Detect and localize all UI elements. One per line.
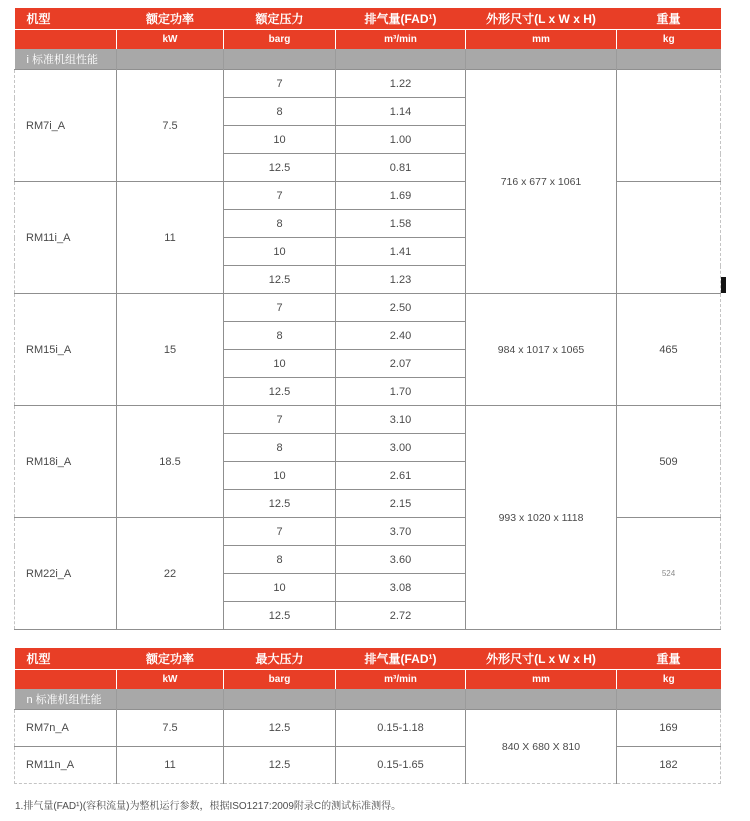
t1-unit-m3min: m³/min xyxy=(336,30,466,50)
fad-cell: 1.00 xyxy=(336,126,466,154)
fad-cell: 1.22 xyxy=(336,70,466,98)
t1-unit-kw: kW xyxy=(117,30,224,50)
t1-unit-kg: kg xyxy=(617,30,721,50)
pressure-cell: 8 xyxy=(224,546,336,574)
rated-power-cell: 7.5 xyxy=(117,70,224,182)
dimensions-cell: 993 x 1020 x 1118 xyxy=(466,406,617,630)
fad-cell: 3.00 xyxy=(336,434,466,462)
dimensions-cell: 840 X 680 X 810 xyxy=(466,710,617,784)
t1-title-row xyxy=(15,8,721,30)
pressure-cell: 12.5 xyxy=(224,490,336,518)
weight-cell xyxy=(617,182,721,294)
t2-units-row xyxy=(15,670,721,690)
t2-col-header-model: 机型 xyxy=(15,648,117,670)
t2-section-row xyxy=(15,689,721,710)
pressure-cell: 10 xyxy=(224,462,336,490)
fad-cell: 2.72 xyxy=(336,602,466,630)
spec-table-n-series xyxy=(14,648,721,784)
fad-cell: 0.15-1.65 xyxy=(336,747,466,784)
weight-cell: 524 xyxy=(617,518,721,630)
pressure-cell: 10 xyxy=(224,126,336,154)
t2-col-header-max-pressure: 最大压力 xyxy=(224,648,336,670)
scan-artifact xyxy=(721,277,726,293)
t2-unit-kg: kg xyxy=(617,670,721,690)
t2-unit-mm: mm xyxy=(466,670,617,690)
rated-power-cell: 11 xyxy=(117,182,224,294)
t2-unit-kw: kW xyxy=(117,670,224,690)
fad-cell: 1.58 xyxy=(336,210,466,238)
pressure-cell: 7 xyxy=(224,518,336,546)
t2-section-cell xyxy=(224,689,336,710)
fad-cell: 2.50 xyxy=(336,294,466,322)
t1-col-header-weight: 重量 xyxy=(617,8,721,30)
pressure-cell: 10 xyxy=(224,574,336,602)
rated-power-cell: 15 xyxy=(117,294,224,406)
fad-cell: 0.15-1.18 xyxy=(336,710,466,747)
t1-col-header-rated-power: 额定功率 xyxy=(117,8,224,30)
fad-cell: 3.10 xyxy=(336,406,466,434)
spec-table-i-series xyxy=(14,8,721,630)
t1-section-cell xyxy=(224,49,336,70)
model-cell: RM22i_A xyxy=(15,518,117,630)
fad-cell: 3.70 xyxy=(336,518,466,546)
pressure-cell: 7 xyxy=(224,406,336,434)
pressure-cell: 12.5 xyxy=(224,602,336,630)
rated-power-cell: 18.5 xyxy=(117,406,224,518)
weight-cell: 509 xyxy=(617,406,721,518)
rated-power-cell: 11 xyxy=(117,747,224,784)
model-cell: RM11i_A xyxy=(15,182,117,294)
t2-section-label: n 标准机组性能 xyxy=(15,689,117,710)
t2-section-cell xyxy=(336,689,466,710)
footnote: 1.排气量(FAD¹)(容积流量)为整机运行参数，根据ISO1217:2009附录C的测试标准测得。 xyxy=(15,801,402,812)
fad-cell: 1.41 xyxy=(336,238,466,266)
fad-cell: 1.14 xyxy=(336,98,466,126)
weight-cell: 465 xyxy=(617,294,721,406)
pressure-cell: 7 xyxy=(224,294,336,322)
spec-row xyxy=(15,70,721,98)
t1-units-row xyxy=(15,30,721,50)
model-cell: RM7i_A xyxy=(15,70,117,182)
fad-cell: 1.69 xyxy=(336,182,466,210)
model-cell: RM15i_A xyxy=(15,294,117,406)
max-pressure-cell: 12.5 xyxy=(224,747,336,784)
t2-section-cell xyxy=(617,689,721,710)
t2-title-row xyxy=(15,648,721,670)
t1-col-header-fad: 排气量(FAD¹) xyxy=(336,8,466,30)
weight-cell: 182 xyxy=(617,747,721,784)
t1-col-header-model: 机型 xyxy=(15,8,117,30)
t1-col-header-rated-pressure: 额定压力 xyxy=(224,8,336,30)
fad-cell: 2.15 xyxy=(336,490,466,518)
spec-row xyxy=(15,294,721,322)
t1-col-header-dimensions: 外形尺寸(L x W x H) xyxy=(466,8,617,30)
t1-unit-barg: barg xyxy=(224,30,336,50)
model-cell: RM18i_A xyxy=(15,406,117,518)
pressure-cell: 10 xyxy=(224,238,336,266)
pressure-cell: 8 xyxy=(224,434,336,462)
t2-col-header-weight: 重量 xyxy=(617,648,721,670)
t2-section-cell xyxy=(117,689,224,710)
rated-power-cell: 22 xyxy=(117,518,224,630)
pressure-cell: 7 xyxy=(224,70,336,98)
max-pressure-cell: 12.5 xyxy=(224,710,336,747)
t2-unit-barg: barg xyxy=(224,670,336,690)
rated-power-cell: 7.5 xyxy=(117,710,224,747)
pressure-cell: 8 xyxy=(224,98,336,126)
t2-section-cell xyxy=(466,689,617,710)
dimensions-cell: 984 x 1017 x 1065 xyxy=(466,294,617,406)
pressure-cell: 7 xyxy=(224,182,336,210)
weight-cell: 169 xyxy=(617,710,721,747)
fad-cell: 2.40 xyxy=(336,322,466,350)
fad-cell: 0.81 xyxy=(336,154,466,182)
fad-cell: 1.23 xyxy=(336,266,466,294)
t1-unit-mm: mm xyxy=(466,30,617,50)
t2-unit-m3min: m³/min xyxy=(336,670,466,690)
t1-section-cell xyxy=(466,49,617,70)
dimensions-cell: 716 x 677 x 1061 xyxy=(466,70,617,294)
pressure-cell: 8 xyxy=(224,322,336,350)
t2-unit-model xyxy=(15,670,117,690)
fad-cell: 3.60 xyxy=(336,546,466,574)
fad-cell: 2.07 xyxy=(336,350,466,378)
model-cell: RM7n_A xyxy=(15,710,117,747)
spec-row xyxy=(15,710,721,747)
weight-cell xyxy=(617,70,721,182)
spec-row xyxy=(15,406,721,434)
t2-col-header-rated-power: 额定功率 xyxy=(117,648,224,670)
t1-section-cell xyxy=(617,49,721,70)
t1-section-cell xyxy=(336,49,466,70)
t2-col-header-dimensions: 外形尺寸(L x W x H) xyxy=(466,648,617,670)
pressure-cell: 8 xyxy=(224,210,336,238)
pressure-cell: 12.5 xyxy=(224,154,336,182)
t2-col-header-fad: 排气量(FAD¹) xyxy=(336,648,466,670)
t1-section-label: i 标准机组性能 xyxy=(15,49,117,70)
pressure-cell: 10 xyxy=(224,350,336,378)
pressure-cell: 12.5 xyxy=(224,378,336,406)
t1-section-cell xyxy=(117,49,224,70)
model-cell: RM11n_A xyxy=(15,747,117,784)
t1-unit-model xyxy=(15,30,117,50)
t1-section-row xyxy=(15,49,721,70)
pressure-cell: 12.5 xyxy=(224,266,336,294)
fad-cell: 1.70 xyxy=(336,378,466,406)
fad-cell: 3.08 xyxy=(336,574,466,602)
fad-cell: 2.61 xyxy=(336,462,466,490)
